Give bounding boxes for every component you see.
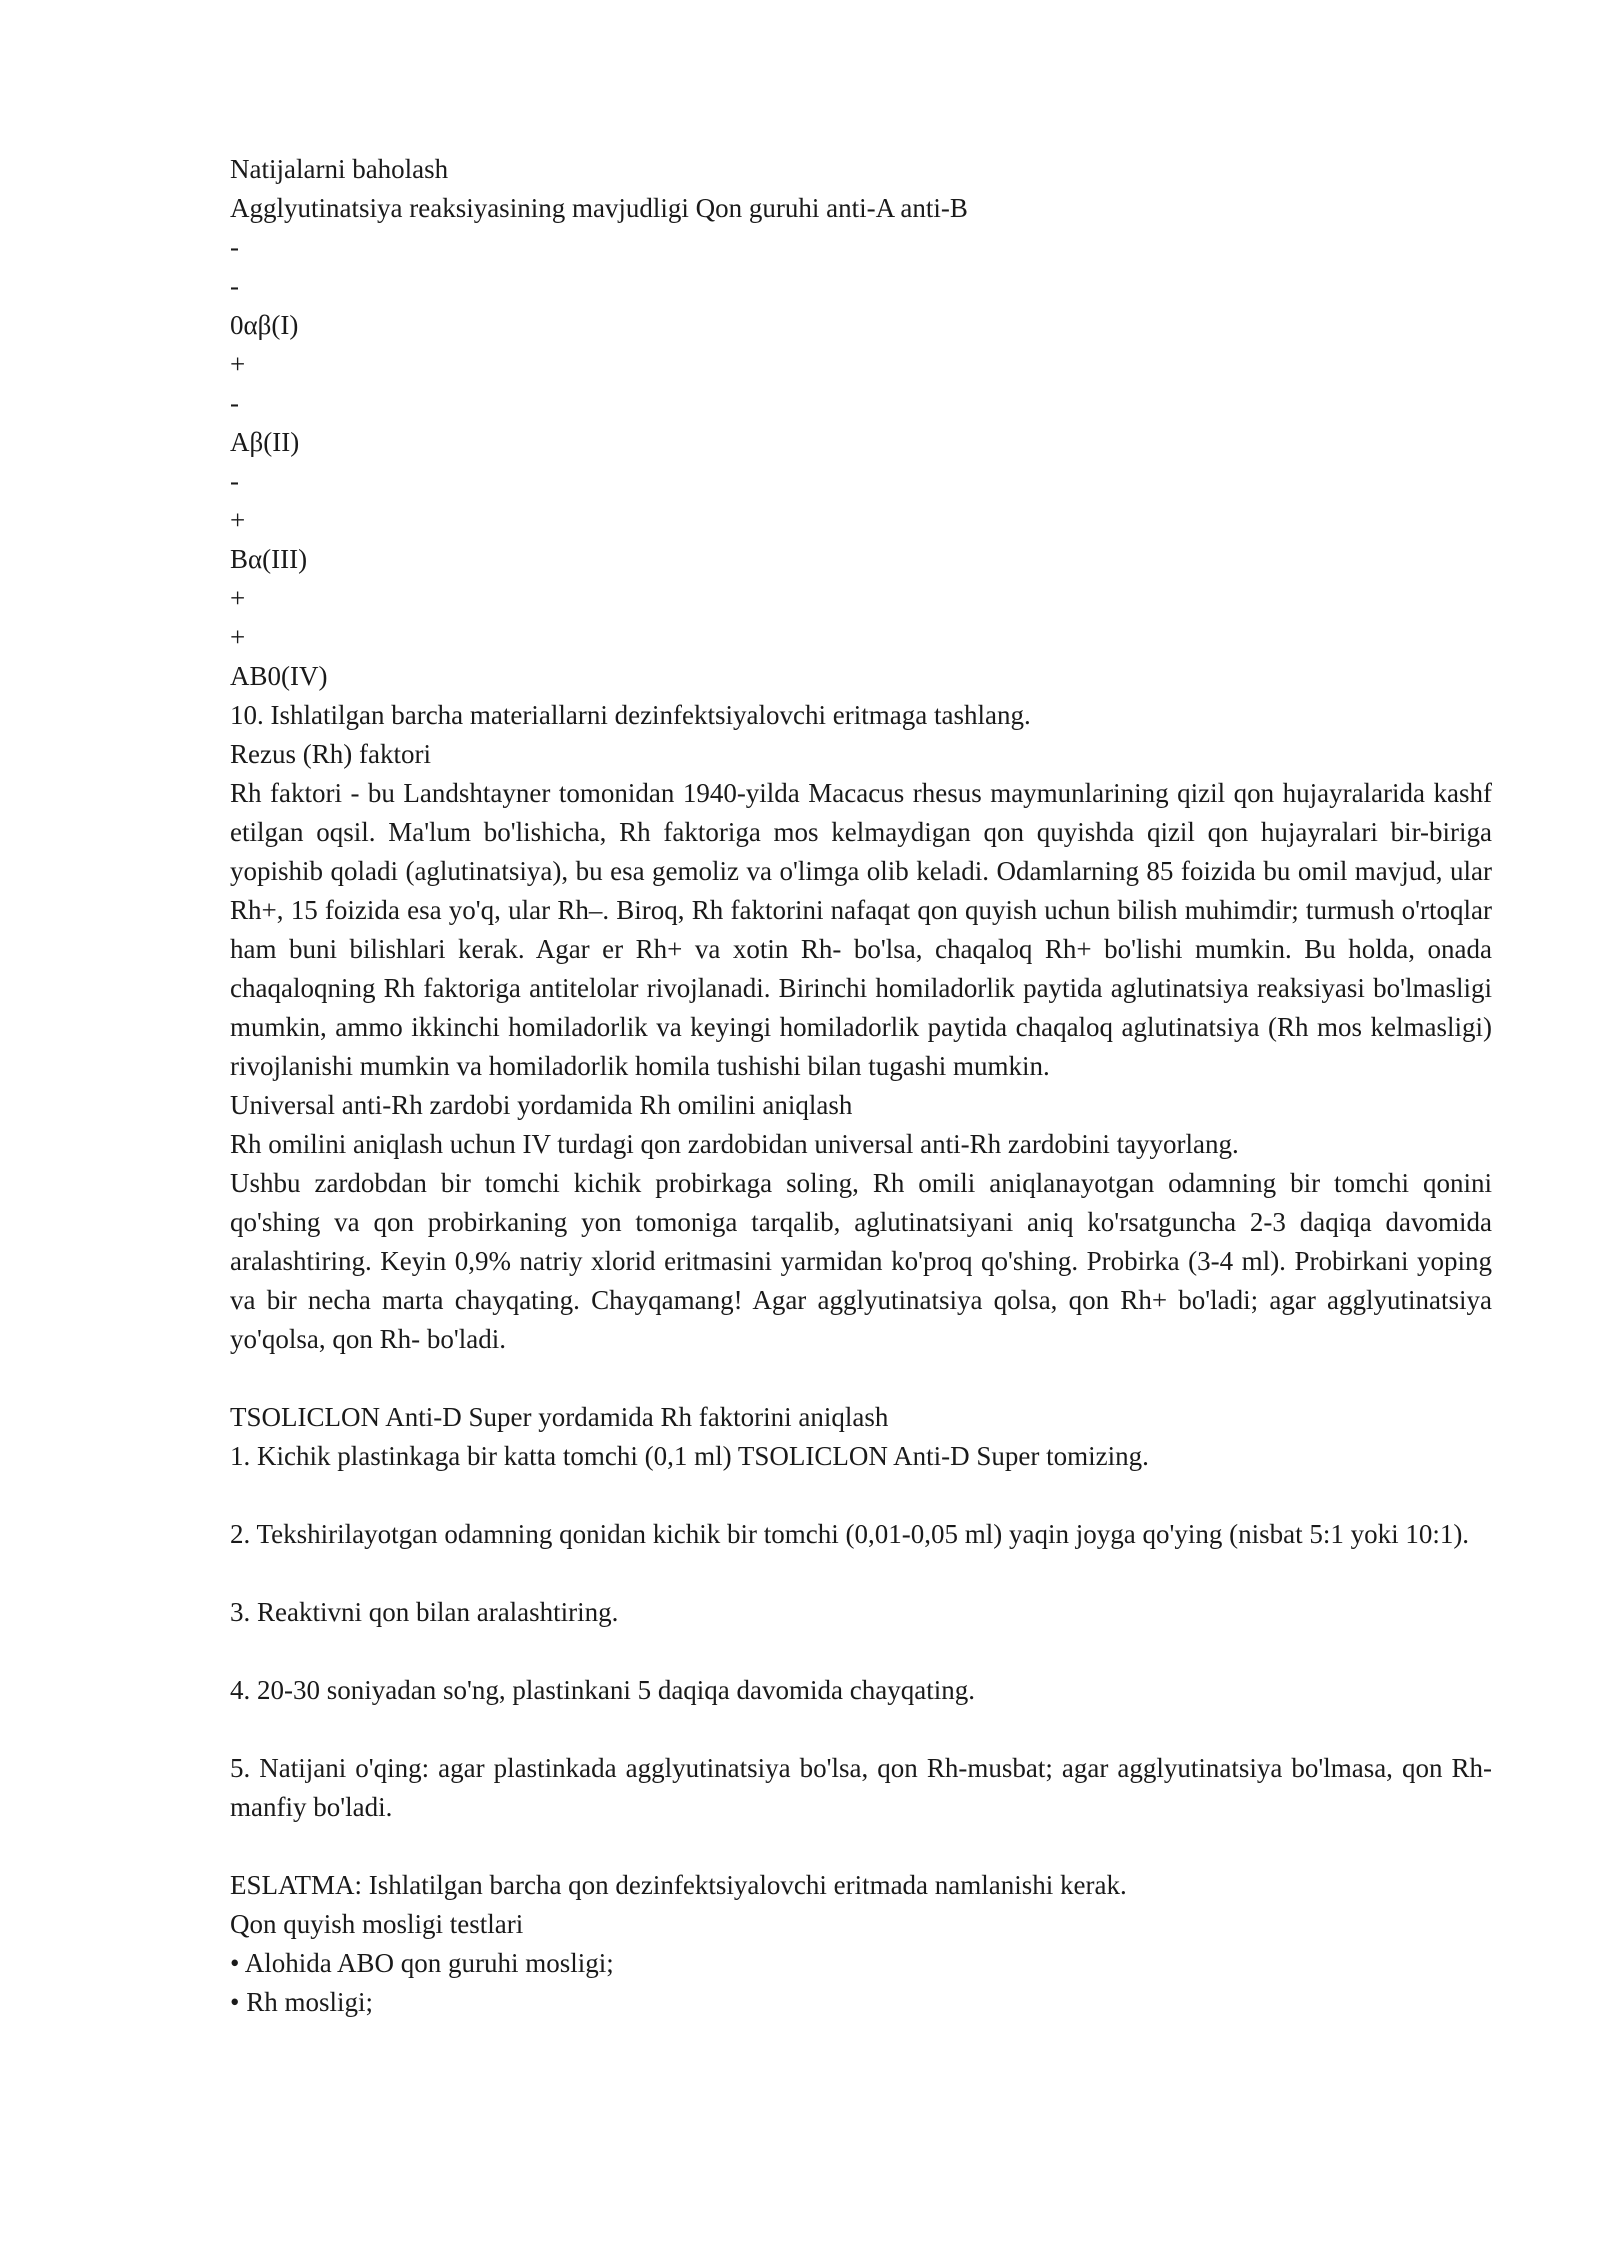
results-heading: Natijalarni baholash	[230, 154, 449, 184]
spacer	[230, 1359, 1492, 1398]
step-10: 10. Ishlatilgan barcha materiallarni dezinfektsiyalovchi eritmaga tashlang.	[230, 700, 1031, 730]
list-item: • Alohida ABO qon guruhi mosligi;	[230, 1948, 614, 1978]
table-cell-anti-b: +	[230, 622, 246, 652]
spacer	[230, 1476, 1492, 1515]
document-page	[230, 150, 1492, 2022]
tsoliclon-step: 3. Reaktivni qon bilan aralashtiring.	[230, 1597, 619, 1627]
universal-paragraph: Ushbu zardobdan bir tomchi kichik probirkaga soling, Rh omili aniqlanayotgan odamning bir tomchi qonini qo'shing va qon probirkaning yon tomoniga tarqalib, aglutinatsiyani aniq ko'rsatguncha 2-3 daqiqa davomida aralashtiring. Keyin 0,9% natriy xlorid eritmasini yarmidan ko'proq qo'shing. Probirka (3-4 ml). Probirkani yoping va bir necha marta chayqating. Chayqamang! Agar agglyutinatsiya qolsa, qon Rh+ bo'ladi; agar agglyutinatsiya yo'qolsa, qon Rh- bo'ladi.	[230, 1168, 1492, 1354]
spacer	[230, 1827, 1492, 1866]
rh-heading: Rezus (Rh) faktori	[230, 739, 431, 769]
table-cell-group: Aβ(II)	[230, 427, 300, 457]
rh-paragraph: Rh faktori - bu Landshtayner tomonidan 1940-yilda Macacus rhesus maymunlarining qizil qon hujayralarida kashf etilgan oqsil. Ma'lum bo'lishicha, Rh faktoriga mos kelmaydigan qon quyishda qizil qon hujayralari bir-biriga yopishib qoladi (aglutinatsiya), bu esa gemoliz va o'limga olib keladi. Odamlarning 85 foizida bu omil mavjud, ular Rh+, 15 foizida esa yo'q, ular Rh–. Biroq, Rh faktorini nafaqat qon quyish uchun bilish muhimdir; turmush o'rtoqlar ham buni bilishlari kerak. Agar er Rh+ va xotin Rh- bo'lsa, chaqaloq Rh+ bo'lishi mumkin. Bu holda, onada chaqaloqning Rh faktoriga antitelolar rivojlanadi. Birinchi homiladorlik paytida aglutinatsiya reaksiyasi bo'lmasligi mumkin, ammo ikkinchi homiladorlik va keyingi homiladorlik paytida chaqaloq aglutinatsiya (Rh mos kelmasligi) rivojlanishi mumkin va homiladorlik homila tushishi bilan tugashi mumkin.	[230, 778, 1492, 1081]
tsoliclon-step: 1. Kichik plastinkaga bir katta tomchi (0,1 ml) TSOLICLON Anti-D Super tomizing.	[230, 1441, 1149, 1471]
spacer	[230, 1710, 1492, 1749]
tsoliclon-heading: TSOLICLON Anti-D Super yordamida Rh faktorini aniqlash	[230, 1402, 889, 1432]
universal-line: Rh omilini aniqlash uchun IV turdagi qon zardobidan universal anti-Rh zardobini tayyorlang.	[230, 1129, 1239, 1159]
table-cell-group: AB0(IV)	[230, 661, 328, 691]
table-cell-anti-a: +	[230, 349, 246, 379]
table-cell-anti-b: -	[230, 388, 239, 418]
table-cell-group: Bα(III)	[230, 544, 308, 574]
table-cell-group: 0αβ(I)	[230, 310, 299, 340]
tsoliclon-step: 4. 20-30 soniyadan so'ng, plastinkani 5 daqiqa davomida chayqating.	[230, 1675, 975, 1705]
table-cell-anti-a: -	[230, 232, 239, 262]
table-cell-anti-b: -	[230, 271, 239, 301]
universal-heading: Universal anti-Rh zardobi yordamida Rh omilini aniqlash	[230, 1090, 853, 1120]
table-header: Agglyutinatsiya reaksiyasining mavjudligi Qon guruhi anti-A anti-B	[230, 193, 968, 223]
compat-heading: Qon quyish mosligi testlari	[230, 1909, 524, 1939]
spacer	[230, 1632, 1492, 1671]
list-item: • Rh mosligi;	[230, 1987, 373, 2017]
table-cell-anti-a: -	[230, 466, 239, 496]
tsoliclon-step: 2. Tekshirilayotgan odamning qonidan kichik bir tomchi (0,01-0,05 ml) yaqin joyga qo'ying (nisbat 5:1 yoki 10:1).	[230, 1519, 1470, 1549]
spacer	[230, 1554, 1492, 1593]
tsoliclon-step: 5. Natijani o'qing: agar plastinkada agglyutinatsiya bo'lsa, qon Rh-musbat; agar agglyutinatsiya bo'lmasa, qon Rh-manfiy bo'ladi.	[230, 1753, 1492, 1822]
table-cell-anti-a: +	[230, 583, 246, 613]
table-cell-anti-b: +	[230, 505, 246, 535]
note: ESLATMA: Ishlatilgan barcha qon dezinfektsiyalovchi eritmada namlanishi kerak.	[230, 1870, 1127, 1900]
